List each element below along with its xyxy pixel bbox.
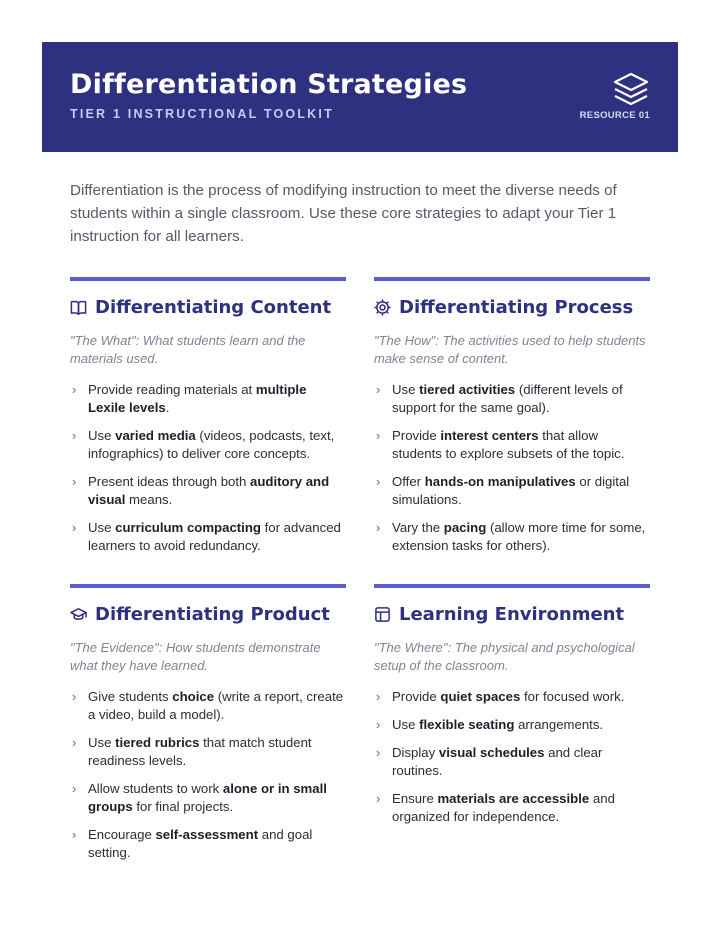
emphasis-text: tiered activities [419, 382, 516, 397]
emphasis-text: hands-on manipulatives [424, 474, 576, 489]
item-text: Ensure [392, 791, 438, 806]
item-text: and goal setting. [88, 827, 313, 860]
item-text: Use [392, 382, 420, 397]
list-item [374, 744, 650, 780]
list-item [70, 780, 346, 816]
chevron-right-icon: › [376, 745, 381, 760]
item-text: arrangements. [514, 717, 604, 732]
item-text: for advanced learners to avoid redundancy. [88, 520, 341, 553]
emphasis-text: interest centers [440, 428, 539, 443]
gear-icon [374, 299, 391, 316]
chevron-right-icon: › [72, 382, 77, 397]
chevron-right-icon: › [72, 474, 77, 489]
list-item [374, 381, 650, 417]
header-banner [42, 42, 678, 152]
item-text: means. [125, 492, 173, 507]
item-text: Use [392, 717, 420, 732]
item-text: that match student readiness levels. [88, 735, 312, 768]
item-text: . [165, 400, 170, 415]
item-text: Provide reading materials at [88, 382, 256, 397]
bullet-list [374, 688, 650, 826]
item-text: Vary the [392, 520, 444, 535]
bullet-list [374, 381, 650, 555]
list-item [70, 473, 346, 509]
item-text: Use [88, 520, 116, 535]
emphasis-text: flexible seating [419, 717, 515, 732]
list-item [70, 688, 346, 724]
chevron-right-icon: › [72, 689, 77, 704]
emphasis-text: curriculum compacting [115, 520, 261, 535]
layers-icon [612, 72, 650, 108]
chevron-right-icon: › [376, 428, 381, 443]
card-subtitle: "The What": What students learn and the materials used. [70, 333, 306, 366]
chevron-right-icon: › [72, 520, 77, 535]
chevron-right-icon: › [376, 791, 381, 806]
list-item [374, 790, 650, 826]
emphasis-text: auditory and visual [88, 474, 330, 507]
bullet-list [70, 381, 346, 555]
resource-label: RESOURCE 01 [579, 110, 650, 121]
item-text: (videos, podcasts, text, infographics) to deliver core concepts. [88, 428, 335, 461]
card-differentiating-process [374, 277, 650, 565]
chevron-right-icon: › [72, 827, 77, 842]
page-subtitle: TIER 1 INSTRUCTIONAL TOOLKIT [70, 107, 334, 121]
card-title: Differentiating Process [399, 297, 634, 318]
item-text: for final projects. [132, 799, 234, 814]
card-title: Differentiating Product [95, 604, 330, 625]
item-text: Use [88, 428, 116, 443]
item-text: (write a report, create a video, build a model). [88, 689, 344, 722]
emphasis-text: multiple Lexile levels [88, 382, 307, 415]
chevron-right-icon: › [72, 735, 77, 750]
item-text: for focused work. [520, 689, 625, 704]
item-text: and clear routines. [392, 745, 603, 778]
bullet-list [70, 688, 346, 862]
item-text: and organized for independence. [392, 791, 615, 824]
card-title: Differentiating Content [95, 297, 332, 318]
card-subtitle: "The How": The activities used to help students make sense of content. [374, 333, 646, 366]
list-item [70, 826, 346, 862]
item-text: Offer [392, 474, 425, 489]
card-differentiating-content [70, 277, 346, 565]
chevron-right-icon: › [376, 520, 381, 535]
item-text: Present ideas through both [88, 474, 251, 489]
list-item [374, 688, 650, 706]
chevron-right-icon: › [72, 428, 77, 443]
item-text: or digital simulations. [392, 474, 630, 507]
item-text: Display [392, 745, 439, 760]
emphasis-text: quiet spaces [440, 689, 521, 704]
emphasis-text: choice [172, 689, 215, 704]
emphasis-text: alone or in small groups [88, 781, 327, 814]
chevron-right-icon: › [376, 382, 381, 397]
emphasis-text: materials are accessible [437, 791, 590, 806]
card-learning-environment [374, 584, 650, 836]
chevron-right-icon: › [376, 474, 381, 489]
graduation-cap-icon [70, 606, 87, 623]
list-item [70, 427, 346, 463]
emphasis-text: pacing [443, 520, 487, 535]
list-item [374, 427, 650, 463]
chevron-right-icon: › [376, 717, 381, 732]
card-subtitle: "The Evidence": How students demonstrate what they have learned. [70, 640, 321, 673]
item-text: (different levels of support for the same goal). [392, 382, 623, 415]
emphasis-text: self-assessment [155, 827, 259, 842]
item-text: Provide [392, 689, 441, 704]
book-icon [70, 299, 87, 316]
list-item [70, 519, 346, 555]
list-item [374, 473, 650, 509]
emphasis-text: visual schedules [438, 745, 545, 760]
card-title: Learning Environment [399, 604, 625, 625]
item-text: that allow students to explore subsets of the topic. [392, 428, 625, 461]
layout-icon [374, 606, 391, 623]
card-subtitle: "The Where": The physical and psychological setup of the classroom. [374, 640, 635, 673]
list-item [374, 519, 650, 555]
list-item [70, 734, 346, 770]
item-text: Use [88, 735, 116, 750]
item-text: Encourage [88, 827, 156, 842]
emphasis-text: tiered rubrics [115, 735, 200, 750]
item-text: (allow more time for some, extension tasks for others). [392, 520, 646, 553]
emphasis-text: varied media [115, 428, 196, 443]
page-title: Differentiation Strategies [70, 69, 468, 100]
list-item [70, 381, 346, 417]
card-differentiating-product [70, 584, 346, 872]
item-text: Allow students to work [88, 781, 223, 796]
item-text: Give students [88, 689, 173, 704]
intro-paragraph: Differentiation is the process of modifying instruction to meet the diverse needs of students within a single classroom. Use these core strategies to adapt your Tier 1 instruction for all learners. [70, 182, 617, 245]
chevron-right-icon: › [72, 781, 77, 796]
item-text: Provide [392, 428, 441, 443]
list-item [374, 716, 650, 734]
chevron-right-icon: › [376, 689, 381, 704]
